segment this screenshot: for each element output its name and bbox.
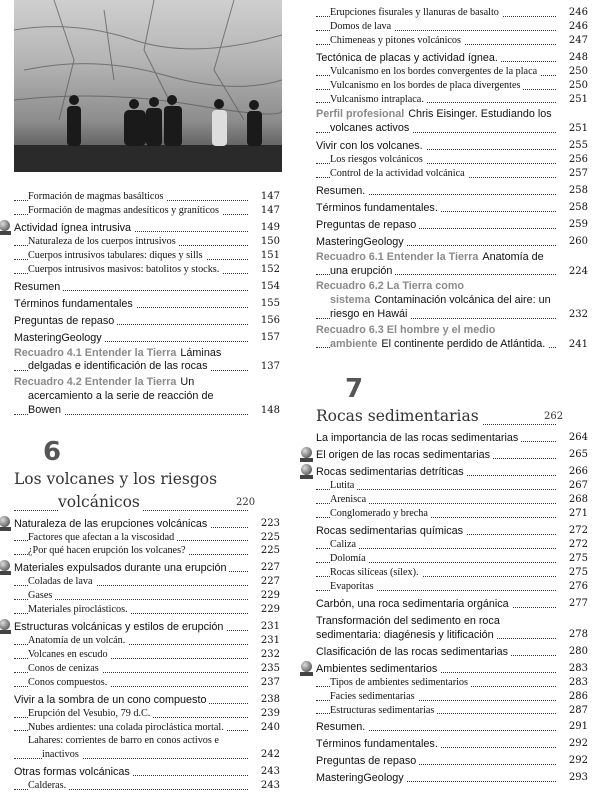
toc-entry[interactable] — [14, 190, 280, 204]
globe-icon — [301, 447, 312, 458]
entry-title: Términos fundamentales. — [316, 738, 441, 750]
entry-title: Caliza — [330, 539, 359, 550]
entry-title: Estructuras sedimentarias — [330, 705, 437, 716]
entry-title: Erupción del Vesubio, 79 d.C. — [28, 708, 153, 719]
entry-title: Materiales piroclásticos. — [28, 604, 131, 615]
entry-title: Gases — [28, 590, 55, 601]
entry-title: La importancia de las rocas sedimentarias — [316, 432, 521, 444]
box-title: Anatomía de una erupción — [330, 250, 544, 277]
feature-box-entry[interactable] — [316, 108, 588, 136]
entry-title: Tectónica de placas y actividad ígnea. — [316, 52, 501, 64]
toc-entry[interactable] — [316, 20, 588, 34]
entry-title: Ambientes sedimentarios — [316, 663, 440, 675]
toc-entry[interactable] — [316, 431, 588, 445]
globe-icon — [0, 220, 10, 231]
page-number: 280 — [568, 645, 588, 657]
page-number: 256 — [568, 154, 588, 166]
page-number: 147 — [260, 191, 280, 202]
entry-title: Rocas silíceas (sílex). — [330, 567, 422, 578]
entry-title: Factores que afectan a la viscosidad — [28, 532, 177, 543]
entry-title: Clasificación de las rocas sedimentarias — [316, 646, 511, 658]
toc-entry[interactable] — [316, 566, 588, 580]
page-number: 255 — [568, 140, 588, 152]
chapter-title-entry[interactable]: Los volcanes y los riesgos volcánicos 220 — [14, 469, 256, 511]
box-label: Recuadro 6.1 Entender la Tierra — [316, 250, 479, 263]
page-number: 260 — [568, 235, 588, 247]
feature-box-entry[interactable] — [14, 347, 280, 375]
entry-title: Conglomerado y brecha — [330, 508, 431, 519]
page-number: 154 — [260, 280, 280, 292]
page-number: 275 — [568, 553, 588, 565]
entry-title: Naturaleza de las erupciones volcánicas — [14, 518, 210, 530]
box-title: Contaminación volcánica del aire: un riesgo en Hawái — [330, 294, 551, 321]
page-number: 291 — [568, 721, 588, 733]
banner-icon — [300, 672, 313, 676]
entry-title: Términos fundamentales. — [316, 202, 441, 214]
page-number: 251 — [568, 123, 588, 135]
toc-entry[interactable] — [14, 235, 280, 249]
toc-entry[interactable] — [14, 575, 280, 589]
page-number: 264 — [568, 432, 588, 444]
globe-icon — [0, 560, 10, 571]
entry-title: Volcanes en escudo — [28, 649, 111, 660]
page-number: 246 — [568, 20, 588, 32]
feature-box-entry[interactable] — [14, 376, 280, 417]
toc-entry[interactable] — [14, 734, 280, 762]
banner-icon — [0, 630, 11, 634]
toc-entry[interactable] — [14, 721, 280, 735]
page-number: 155 — [260, 297, 280, 309]
entry-title: Vivir a la sombra de un cono compuesto — [14, 694, 209, 706]
page-number: 278 — [568, 628, 588, 640]
toc-entry[interactable] — [14, 544, 280, 558]
page-number: 266 — [568, 466, 588, 478]
entry-title: Términos fundamentales — [14, 298, 136, 310]
chapter-number: 6 — [42, 436, 62, 467]
globe-icon — [0, 619, 10, 630]
toc-entry[interactable] — [14, 531, 280, 545]
toc-entry[interactable] — [316, 662, 588, 676]
page-number: 251 — [568, 93, 588, 105]
page-number: 276 — [568, 580, 588, 592]
entry-title: Preguntas de repaso — [316, 219, 419, 231]
entry-title: Cuerpos intrusivos tabulares: diques y sills — [28, 250, 206, 261]
entry-title — [14, 347, 221, 373]
page-number: 243 — [260, 766, 280, 778]
entry-title: Arenisca — [330, 494, 369, 505]
page-number: 231 — [260, 635, 280, 647]
page-number: 229 — [260, 590, 280, 602]
entry-title — [316, 324, 548, 350]
toc-entry[interactable] — [316, 771, 588, 785]
toc-entry[interactable] — [14, 634, 280, 648]
box-label: Recuadro 6.3 El hombre y el medio ambiente — [316, 323, 496, 350]
entry-title: MasteringGeology — [316, 236, 407, 248]
entry-title: Lutita — [330, 480, 357, 491]
page-number: 247 — [568, 34, 588, 46]
banner-icon — [300, 458, 313, 462]
page-number: 224 — [568, 265, 588, 277]
toc-entry[interactable] — [14, 676, 280, 690]
toc-entry[interactable] — [14, 648, 280, 662]
entry-title: Lahares: corrientes de barro en conos activos e inactivos — [28, 735, 219, 761]
page-number: 286 — [568, 690, 588, 702]
page-number: 241 — [568, 338, 588, 350]
mastering-geology-icon[interactable] — [0, 516, 11, 532]
entry-title — [316, 251, 544, 277]
toc-entry[interactable] — [14, 280, 280, 294]
toc-entry[interactable] — [14, 204, 280, 218]
page-number: 271 — [568, 508, 588, 520]
entry-title: Preguntas de repaso — [14, 315, 117, 327]
entry-title: Carbón, una roca sedimentaria orgánica — [316, 598, 512, 610]
page-number: 248 — [568, 51, 588, 63]
page-number: 223 — [260, 517, 280, 529]
entry-title: Los volcanes y los riesgos volcánicos — [14, 469, 218, 511]
entry-title: Rocas sedimentarias químicas — [316, 525, 466, 537]
toc-entry[interactable] — [14, 249, 280, 263]
box-label: Recuadro 4.1 Entender la Tierra — [14, 346, 177, 359]
box-label: Recuadro 6.2 La Tierra como sistema — [316, 280, 465, 307]
page-number: 225 — [260, 545, 280, 557]
toc-entry[interactable] — [14, 221, 280, 235]
page-number: 149 — [260, 221, 280, 233]
page-number: 239 — [260, 707, 280, 719]
toc-entry[interactable] — [316, 65, 588, 79]
page-number: 157 — [260, 331, 280, 343]
page-number: 237 — [260, 676, 280, 688]
toc-entry[interactable] — [316, 720, 588, 734]
entry-title: Naturaleza de los cuerpos intrusivos — [28, 236, 179, 247]
box-title: Láminas delgadas e identificación de las rocas — [28, 346, 222, 373]
page-number: 267 — [568, 480, 588, 492]
toc-entry[interactable] — [316, 6, 588, 20]
entry-title: Transformación del sedimento en roca sedimentaria: diagénesis y litificación — [316, 614, 500, 641]
box-label: Recuadro 4.2 Entender la Tierra — [14, 376, 177, 389]
entry-title: Anatomía de un volcán. — [28, 635, 128, 646]
toc-entry[interactable] — [316, 184, 588, 198]
toc-entry[interactable] — [14, 263, 280, 277]
page-number: 265 — [568, 449, 588, 461]
entry-title: Control de la actividad volcánica — [330, 168, 468, 179]
entry-title: Vulcanismo en los bordes convergentes de la placa — [330, 66, 540, 77]
toc-entry[interactable] — [316, 218, 588, 232]
toc-entry[interactable] — [14, 662, 280, 676]
entry-title: ¿Por qué hacen erupción los volcanes? — [28, 545, 189, 556]
entry-title: Preguntas de repaso — [316, 755, 419, 767]
entry-title: Estructuras volcánicas y estilos de erupción — [14, 621, 226, 633]
page-number: 293 — [568, 772, 588, 784]
toc-entry[interactable] — [14, 297, 280, 311]
page-number: 227 — [260, 576, 280, 588]
page-number: 225 — [260, 531, 280, 543]
entry-title: Facies sedimentarias — [330, 691, 418, 702]
toc-entry[interactable] — [316, 235, 588, 249]
entry-title — [316, 280, 551, 320]
toc-entry[interactable] — [14, 331, 280, 345]
toc-entry[interactable] — [316, 448, 588, 462]
page-number: 268 — [568, 494, 588, 506]
page-number: 232 — [568, 309, 588, 321]
entry-title: Rocas sedimentarias detríticas — [316, 466, 467, 478]
toc-entry[interactable] — [316, 507, 588, 521]
toc-entry[interactable] — [316, 465, 588, 479]
entry-title: Vulcanismo intraplaca. — [330, 94, 427, 105]
page-number: 243 — [260, 780, 280, 792]
mastering-geology-icon[interactable] — [300, 464, 313, 480]
page-number: 277 — [568, 597, 588, 609]
feature-box-entry[interactable] — [316, 324, 588, 352]
chapter-photo-rock-outcrop — [14, 0, 282, 172]
entry-title: Coladas de lava — [28, 576, 96, 587]
toc-entry[interactable] — [14, 779, 280, 793]
toc-entry[interactable] — [316, 704, 588, 718]
toc-entry[interactable] — [14, 693, 280, 707]
page-number: 250 — [568, 79, 588, 91]
page-number: 258 — [568, 201, 588, 213]
page-number: 272 — [568, 539, 588, 551]
globe-icon — [0, 516, 10, 527]
toc-entry[interactable] — [316, 737, 588, 751]
entry-title: Tipos de ambientes sedimentarios — [330, 677, 471, 688]
toc-entry[interactable] — [316, 201, 588, 215]
toc-entry[interactable] — [14, 603, 280, 617]
page-number: 156 — [260, 314, 280, 326]
globe-icon — [301, 661, 312, 672]
page-number: 283 — [568, 662, 588, 674]
banner-icon — [0, 571, 11, 575]
page-number: 292 — [568, 755, 588, 767]
globe-icon — [301, 464, 312, 475]
entry-title: Domos de lava — [330, 21, 394, 32]
toc-left-column — [14, 190, 280, 793]
page-number: 259 — [568, 218, 588, 230]
entry-title: Vulcanismo en los bordes de placa divergentes — [330, 80, 523, 91]
toc-entry[interactable] — [316, 690, 588, 704]
page-number: 257 — [568, 167, 588, 179]
toc-entry[interactable] — [316, 580, 588, 594]
toc-entry[interactable] — [316, 93, 588, 107]
entry-title: Erupciones fisurales y llanuras de basalto — [330, 7, 502, 18]
entry-title: Evaporitas — [330, 581, 377, 592]
box-title: Chris Eisinger. Estudiando los volcanes activos — [330, 108, 552, 135]
toc-entry[interactable] — [316, 676, 588, 690]
toc-entry[interactable] — [14, 765, 280, 779]
feature-box-entry[interactable] — [316, 280, 588, 321]
toc-entry[interactable] — [316, 754, 588, 768]
entry-title: Cuerpos intrusivos masivos: batolitos y stocks. — [28, 264, 222, 275]
toc-entry[interactable] — [316, 614, 588, 642]
banner-icon — [0, 231, 11, 235]
page-number: 151 — [260, 249, 280, 261]
page-number: 272 — [568, 525, 588, 537]
toc-entry[interactable] — [14, 561, 280, 575]
toc-entry[interactable] — [316, 479, 588, 493]
feature-box-entry[interactable] — [316, 251, 588, 279]
mastering-geology-icon[interactable] — [0, 560, 11, 576]
toc-entry[interactable] — [316, 552, 588, 566]
box-title: El continente perdido de Atlántida. — [381, 337, 546, 350]
entry-title: Vivir con los volcanes. — [316, 140, 426, 152]
toc-entry[interactable] — [316, 34, 588, 48]
page-number: 275 — [568, 566, 588, 578]
page-number: 137 — [260, 361, 280, 373]
entry-title: Chimeneas y pitones volcánicos — [330, 35, 464, 46]
entry-title: Formación de magmas basálticos — [28, 191, 167, 202]
toc-entry[interactable] — [14, 589, 280, 603]
toc-entry[interactable] — [14, 517, 280, 531]
toc-entry[interactable] — [316, 493, 588, 507]
entry-title — [14, 376, 213, 416]
page-number: 240 — [260, 721, 280, 733]
page-number: 148 — [260, 404, 280, 416]
mastering-geology-icon[interactable] — [300, 447, 313, 463]
entry-title: Los riesgos volcánicos — [330, 154, 426, 165]
toc-entry[interactable] — [14, 707, 280, 721]
entry-title: Resumen — [14, 281, 63, 293]
page-number: 150 — [260, 235, 280, 247]
page-number: 227 — [260, 562, 280, 574]
toc-entry[interactable] — [316, 538, 588, 552]
banner-icon — [0, 527, 11, 531]
entry-title: MasteringGeology — [14, 332, 105, 344]
entry-title: Conos compuestos. — [28, 677, 110, 688]
entry-title: MasteringGeology — [316, 772, 407, 784]
chapter-title-entry[interactable]: Rocas sedimentarias 262 — [316, 407, 564, 426]
page-number: 238 — [260, 693, 280, 705]
mastering-geology-icon[interactable] — [0, 619, 11, 635]
page-number: 283 — [568, 676, 588, 688]
page-number: 246 — [568, 7, 588, 18]
entry-title: Actividad ígnea intrusiva — [14, 222, 134, 234]
entry-title: Resumen. — [316, 185, 368, 197]
page-number: 258 — [568, 184, 588, 196]
page-number: 250 — [568, 65, 588, 77]
entry-title: Resumen. — [316, 721, 368, 733]
entry-title: Formación de magmas andesíticos y graníticos — [28, 205, 222, 216]
entry-title: Dolomía — [330, 553, 369, 564]
entry-title: Conos de cenizas — [28, 663, 102, 674]
toc-entry[interactable] — [316, 153, 588, 167]
entry-title: Otras formas volcánicas — [14, 766, 133, 778]
mastering-geology-icon[interactable] — [0, 220, 11, 236]
page-number: 242 — [260, 749, 280, 761]
entry-title: El origen de las rocas sedimentarias — [316, 449, 493, 461]
entry-title: Materiales expulsados durante una erupción — [14, 562, 229, 574]
page-number: 287 — [568, 704, 588, 716]
page-number: 229 — [260, 604, 280, 616]
toc-entry[interactable] — [316, 597, 588, 611]
toc-entry[interactable] — [316, 167, 588, 181]
page-number: 235 — [260, 662, 280, 674]
page-number: 231 — [260, 621, 280, 633]
banner-icon — [300, 475, 313, 479]
page-number: 147 — [260, 204, 280, 216]
chapter-number: 7 — [344, 374, 364, 405]
entry-title: Nubes ardientes: una colada piroclástica mortal. — [28, 722, 227, 733]
toc-entry[interactable] — [316, 645, 588, 659]
toc-right-column — [316, 6, 588, 785]
entry-title: Calderas. — [28, 780, 69, 791]
box-label: Perfil profesional — [316, 108, 405, 121]
entry-title — [316, 108, 552, 134]
page-number: 232 — [260, 648, 280, 660]
toc-entry[interactable] — [316, 524, 588, 538]
box-title: Un acercamiento a la serie de reacción de Bowen — [28, 376, 214, 416]
toc-entry[interactable] — [14, 620, 280, 634]
toc-entry[interactable] — [316, 139, 588, 153]
toc-entry[interactable] — [14, 314, 280, 328]
entry-title: Rocas sedimentarias — [316, 407, 482, 425]
toc-entry[interactable] — [316, 51, 588, 65]
mastering-geology-icon[interactable] — [300, 661, 313, 677]
toc-entry[interactable] — [316, 79, 588, 93]
page-number: 292 — [568, 738, 588, 750]
page-number: 152 — [260, 263, 280, 275]
